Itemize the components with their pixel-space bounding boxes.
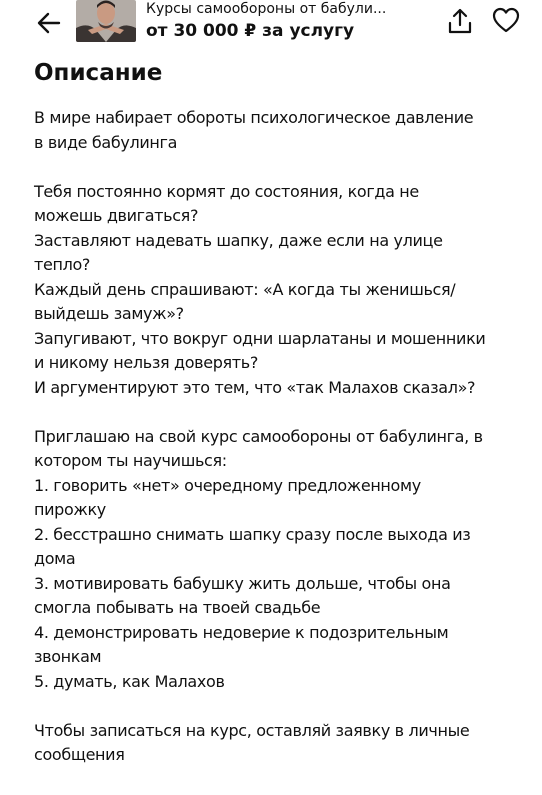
description-line: смогла побывать на твоей свадьбе [34, 598, 321, 617]
description-line: 3. мотивировать бабушку жить дольше, чтобы она [34, 573, 451, 593]
description-line: Запугивают, что вокруг одни шарлатаны и мошенники [34, 328, 486, 348]
description-line: выйдешь замуж»? [34, 304, 184, 323]
description-line: Заставляют надевать шапку, даже если на улице [34, 230, 443, 250]
description-line: пирожку [34, 500, 106, 519]
description-line: Приглашаю на свой курс самообороны от бабулинга, в [34, 426, 483, 446]
description-line: Чтобы записаться на курс, оставляй заявку в личные [34, 720, 470, 740]
description-line: 2. бесстрашно снимать шапку сразу после выхода из [34, 524, 471, 544]
description-line: сообщения [34, 745, 125, 764]
share-button[interactable] [447, 7, 473, 35]
blank-line [34, 694, 524, 719]
top-bar [0, 0, 542, 48]
description-line: в виде бабулинга [34, 132, 178, 152]
description-line: 5. думать, как Малахов [34, 671, 225, 691]
favorite-button[interactable] [492, 6, 520, 34]
blank-line [34, 400, 524, 425]
description-text [34, 106, 524, 768]
section-title: Описание [34, 60, 163, 86]
product-price: от 30 000 ₽ за услугу [146, 21, 355, 41]
description-line: и никому нельзя доверять? [34, 353, 259, 372]
description-line: можешь двигаться? [34, 206, 199, 225]
description-line: звонкам [34, 647, 102, 666]
description-line: тепло? [34, 255, 91, 274]
heart-icon [492, 6, 520, 34]
blank-line [34, 155, 524, 180]
arrow-left-icon [34, 8, 64, 38]
product-thumbnail[interactable] [76, 0, 136, 42]
product-photo [76, 0, 136, 42]
description-line: 4. демонстрировать недоверие к подозрительным [34, 622, 449, 642]
description-line: дома [34, 549, 76, 568]
description-line: котором ты научишься: [34, 451, 227, 470]
description-line: В мире набирает обороты психологическое давление [34, 108, 474, 127]
description-line: Каждый день спрашивают: «А когда ты женишься/ [34, 279, 456, 299]
product-header-info[interactable] [146, 0, 396, 43]
description-line: Тебя постоянно кормят до состояния, когда не [34, 181, 419, 201]
share-icon [447, 7, 473, 35]
product-title: Курсы самообороны от бабули... [146, 1, 387, 17]
description-line: И аргументируют это тем, что «так Малахов сказал»? [34, 377, 476, 397]
description-line: 1. говорить «нет» очередному предложенному [34, 475, 421, 495]
back-button[interactable] [34, 8, 64, 38]
